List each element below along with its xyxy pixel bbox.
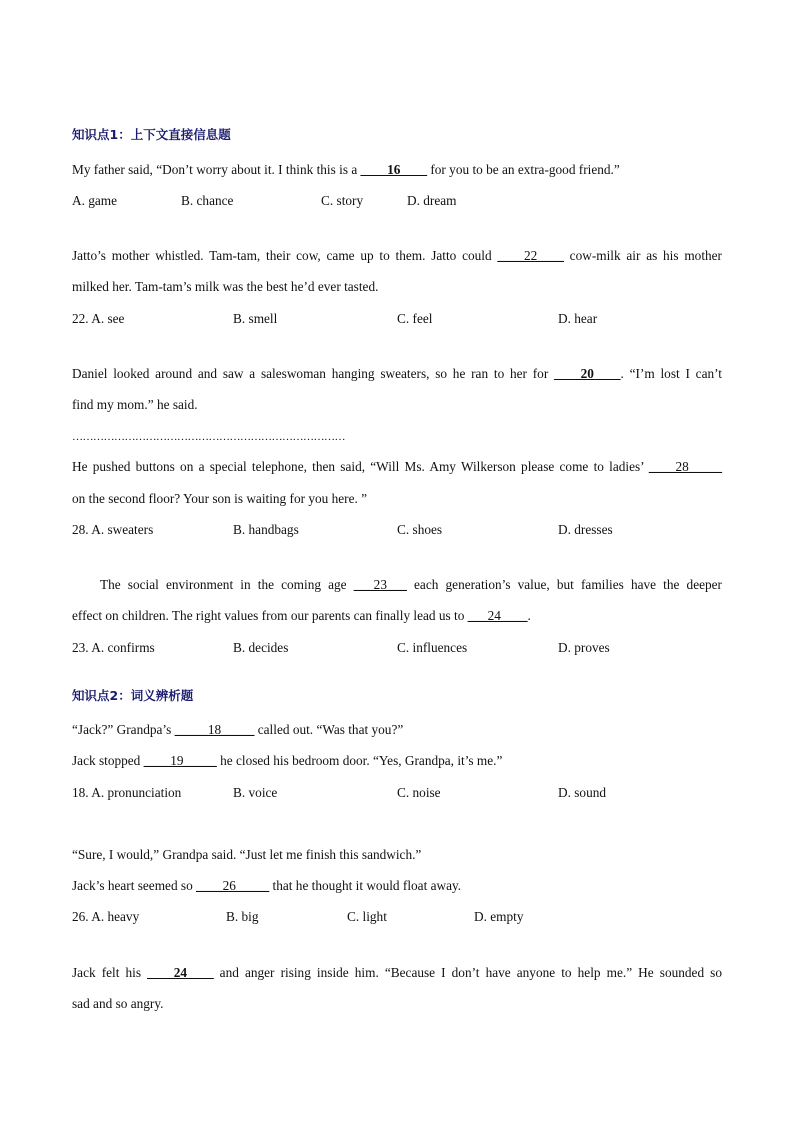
answer-blank: ___23___ <box>353 577 407 592</box>
text-segment: called out. “Was that you?” <box>254 722 404 737</box>
option-c: C. feel <box>397 311 433 326</box>
question-18-line-1 <box>72 722 722 738</box>
question-24-line-2: sad and so angry. <box>72 996 164 1011</box>
option-d: D. proves <box>558 640 610 655</box>
option-a: 26. A. heavy <box>72 909 140 924</box>
text-segment: Jack felt his <box>72 965 148 980</box>
option-b: B. voice <box>233 785 278 800</box>
option-d: D. empty <box>474 909 524 924</box>
question-28-line-2: on the second floor? Your son is waiting for you here. ” <box>72 491 368 506</box>
text-segment: Daniel looked around and saw a saleswoman hanging sweaters, so he ran to her for <box>72 366 555 381</box>
text-segment: cow-milk air as his mother <box>563 248 722 263</box>
text-segment: that he thought it would float away. <box>269 878 462 893</box>
option-a: 22. A. see <box>72 311 125 326</box>
section-heading-1: 知识点1：上下文直接信息题 <box>72 127 231 142</box>
option-a: 18. A. pronunciation <box>72 785 182 800</box>
answer-blank: ___24____ <box>467 608 528 623</box>
option-c: C. shoes <box>397 522 443 537</box>
answer-blank: ____19_____ <box>143 753 217 768</box>
answer-blank: _____18_____ <box>174 722 255 737</box>
question-24-line-1 <box>72 965 722 981</box>
option-b: B. handbags <box>233 522 299 537</box>
text-segment: He pushed buttons on a special telephone, then said, “Will Ms. Amy Wilkerson please come to ladies’ <box>72 459 649 474</box>
answer-blank: ____20____ <box>554 366 621 381</box>
answer-blank: ____24____ <box>147 965 214 980</box>
answer-blank: ____16____ <box>360 162 428 177</box>
question-20-line-1 <box>72 366 722 382</box>
text-segment: effect on children. The right values from our parents can finally lead us to <box>72 608 468 623</box>
text-segment: . “I’m lost I can’t <box>620 366 723 381</box>
text-segment: each generation’s value, but families have the deeper <box>406 577 722 592</box>
text-segment: and anger rising inside him. “Because I don’t have anyone to help me.” He sounded so <box>213 965 722 980</box>
text-segment: he closed his bedroom door. “Yes, Grandpa, it’s me.” <box>216 753 503 768</box>
text-segment: “Jack?” Grandpa’s <box>72 722 175 737</box>
option-b: B. big <box>226 909 259 924</box>
text-segment: My father said, “Don’t worry about it. I think this is a <box>72 162 361 177</box>
option-a: 28. A. sweaters <box>72 522 154 537</box>
text-segment: Jack stopped <box>72 753 144 768</box>
question-26-line-2 <box>72 878 722 894</box>
question-23-line-1 <box>72 577 722 593</box>
question-28-line-1 <box>72 459 722 475</box>
option-a: A. game <box>72 193 118 208</box>
ellipsis-separator: …………………………………………………………………… <box>72 431 345 443</box>
option-c: C. story <box>321 193 364 208</box>
question-22-line-2: milked her. Tam-tam’s milk was the best he’d ever tasted. <box>72 279 379 294</box>
option-c: C. noise <box>397 785 441 800</box>
question-23-line-2 <box>72 608 722 624</box>
answer-blank: ____22____ <box>497 248 564 263</box>
option-d: D. hear <box>558 311 598 326</box>
text-segment: . <box>527 608 531 623</box>
option-a: 23. A. confirms <box>72 640 155 655</box>
text-segment: Jatto’s mother whistled. Tam-tam, their cow, came up to them. Jatto could <box>72 248 498 263</box>
text-segment: Jack’s heart seemed so <box>72 878 197 893</box>
option-d: D. dream <box>407 193 457 208</box>
option-c: C. light <box>347 909 387 924</box>
option-b: B. chance <box>181 193 234 208</box>
question-18-line-2 <box>72 753 722 769</box>
question-22-line-1 <box>72 248 722 264</box>
option-b: B. smell <box>233 311 278 326</box>
answer-blank: ____28_____ <box>648 459 722 474</box>
option-d: D. dresses <box>558 522 613 537</box>
question-26-line-1: “Sure, I would,” Grandpa said. “Just let me finish this sandwich.” <box>72 847 422 862</box>
text-segment: for you to be an extra-good friend.” <box>427 162 620 177</box>
option-d: D. sound <box>558 785 607 800</box>
answer-blank: ____26_____ <box>196 878 270 893</box>
question-16-text <box>72 162 722 178</box>
option-b: B. decides <box>233 640 289 655</box>
section-heading-2: 知识点2：词义辨析题 <box>72 688 194 703</box>
option-c: C. influences <box>397 640 468 655</box>
text-segment: The social environment in the coming age <box>100 577 354 592</box>
question-20-line-2: find my mom.” he said. <box>72 397 198 412</box>
